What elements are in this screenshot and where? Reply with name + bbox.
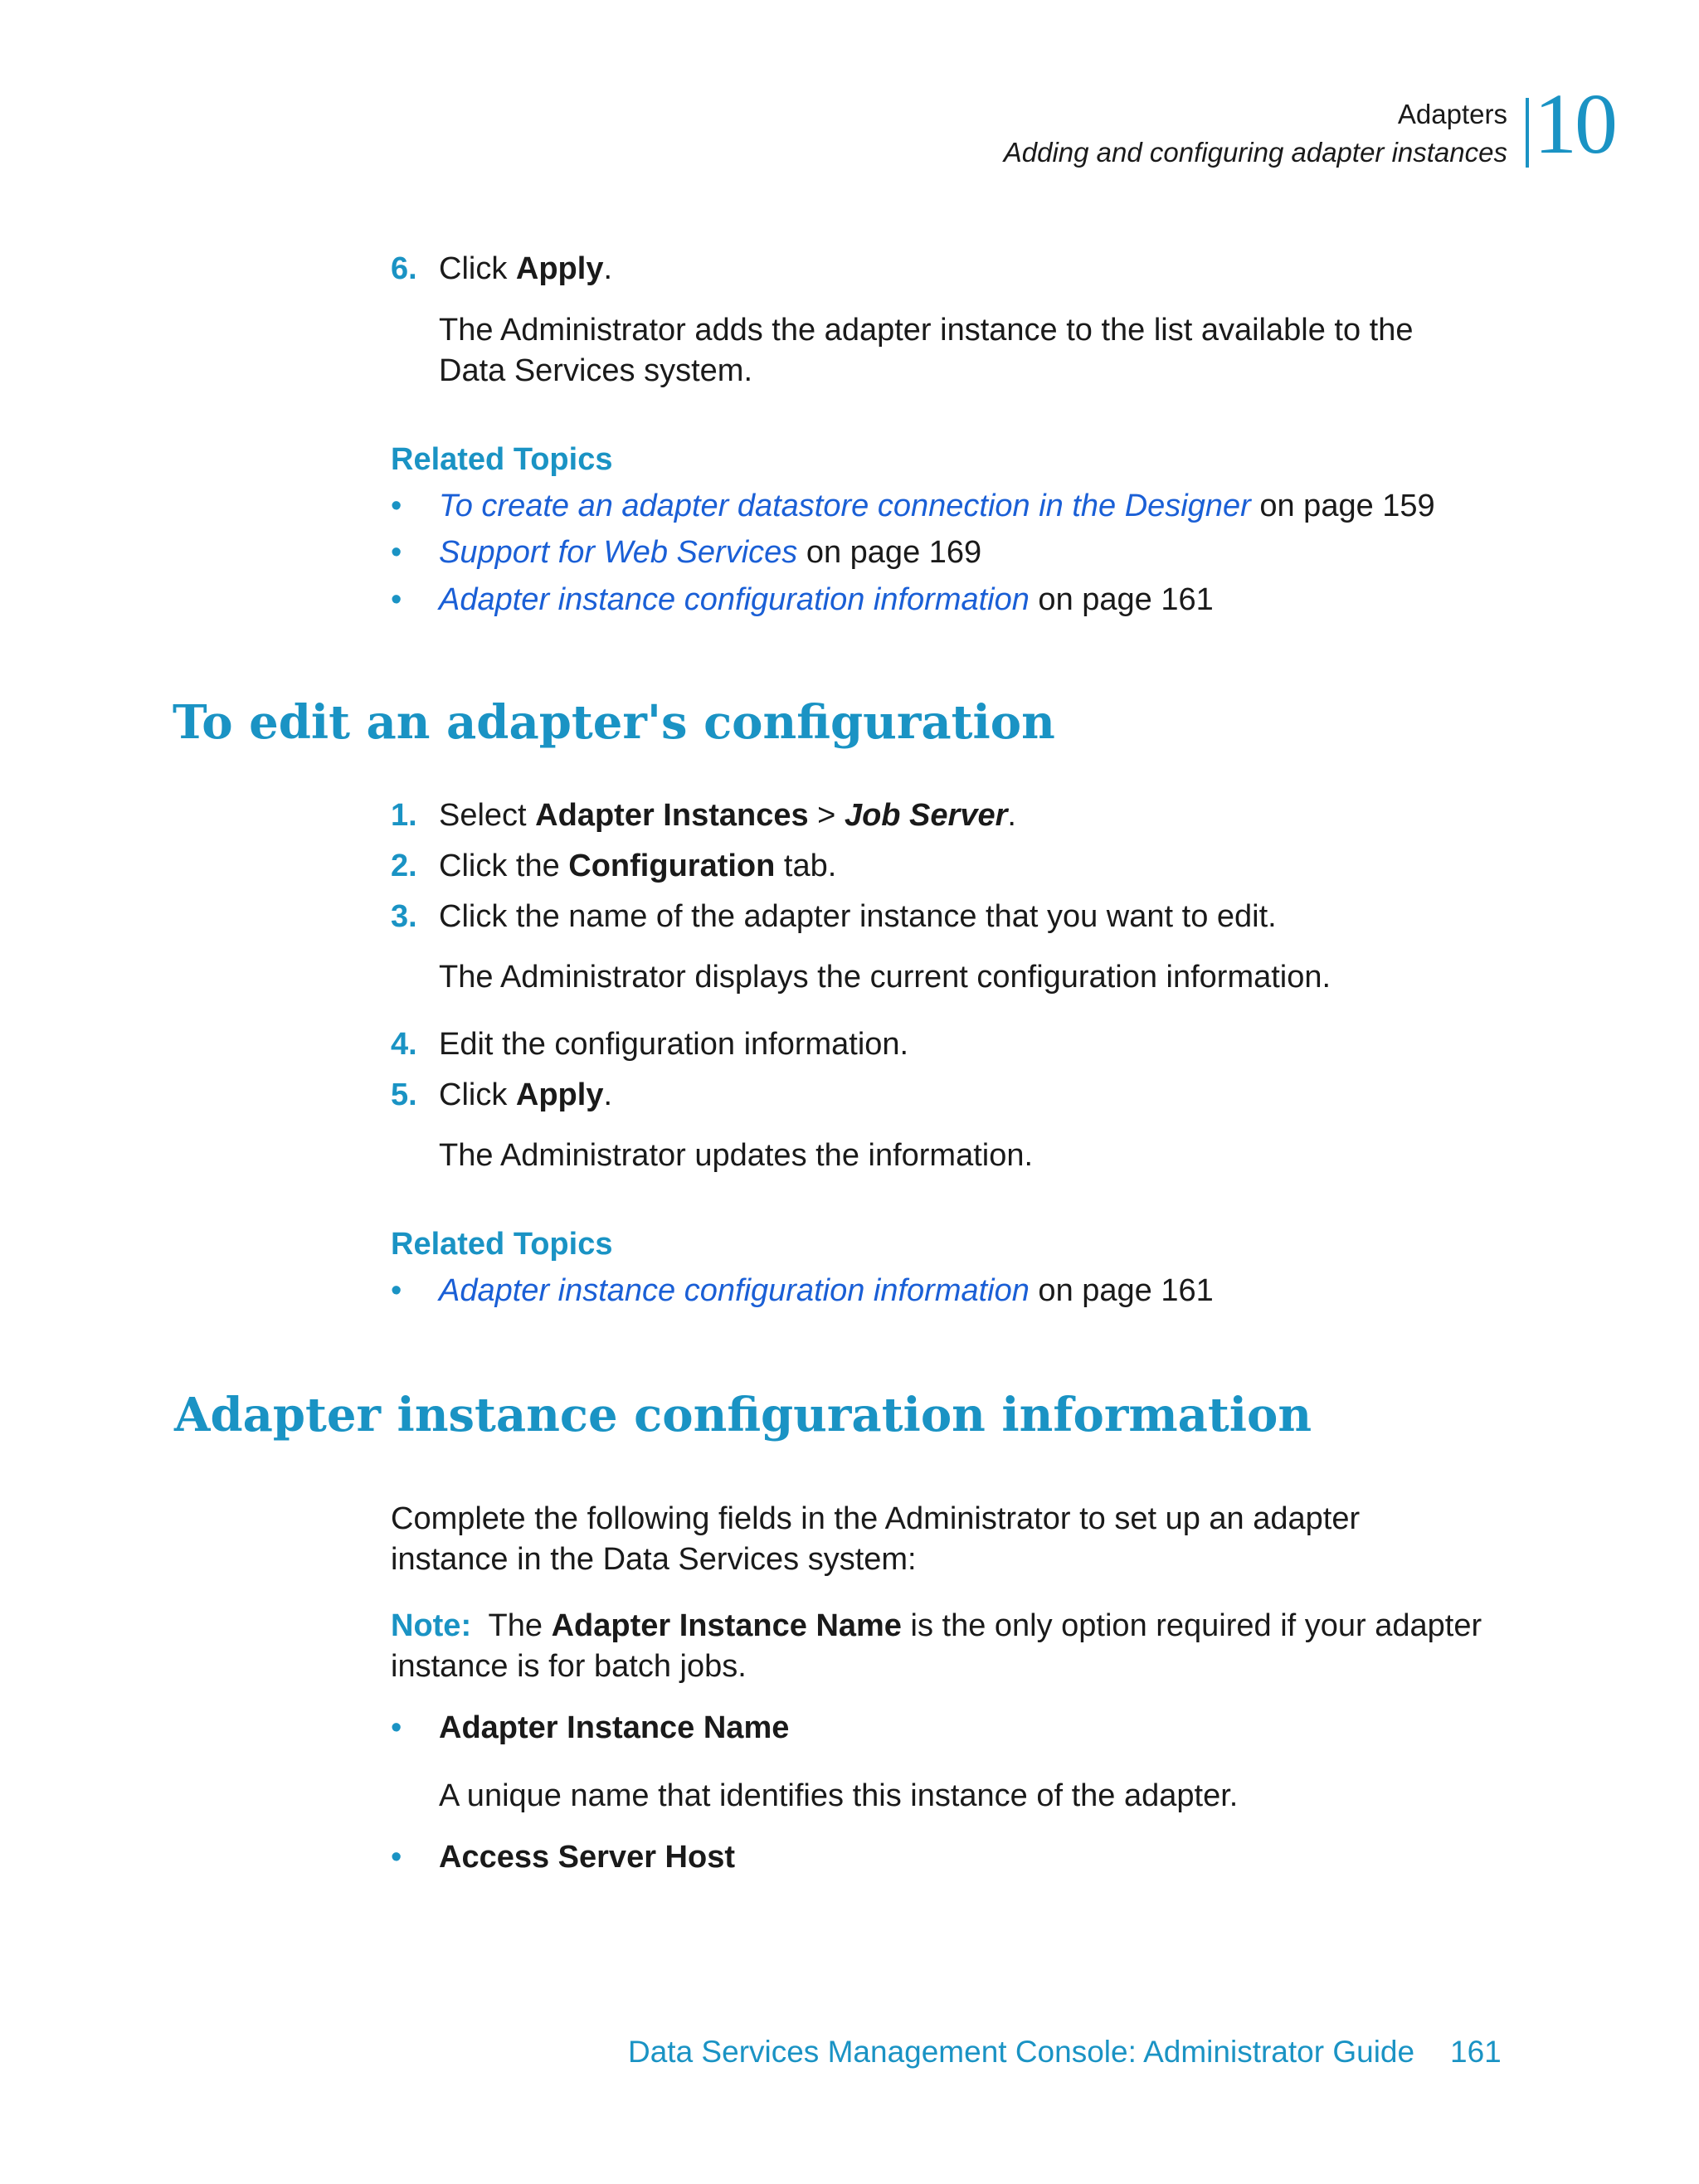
step-number: 4. [391,1027,417,1062]
page-number: 161 [1450,2035,1502,2069]
header-divider [1526,98,1529,168]
chapter-number: 10 [1534,76,1615,172]
step-text: Click the name of the adapter instance that you want to edit. [439,899,1277,934]
related-topics-heading: Related Topics [391,1227,613,1262]
header-section: Adapters [1397,99,1507,129]
bullet-icon: • [391,489,402,523]
paragraph: Complete the following fields in the Administrator to set up an adapter [391,1501,1361,1536]
step-text: Click the Configuration tab. [439,849,837,883]
step-description: The Administrator displays the current configuration information. [439,960,1331,995]
section-title: Adapter instance configuration information [174,1388,1312,1442]
note: instance is for batch jobs. [391,1649,747,1684]
bullet-icon: • [391,1710,402,1745]
paragraph: instance in the Data Services system: [391,1542,917,1577]
field-name: Adapter Instance Name [439,1710,790,1745]
list-item: Adapter instance configuration information on page 161 [439,1273,1214,1308]
step-description: The Administrator updates the information. [439,1138,1034,1173]
related-link[interactable]: Adapter instance configuration information [439,1273,1030,1308]
related-link[interactable]: To create an adapter datastore connection in the Designer [439,489,1251,523]
step-number: 5. [391,1077,417,1112]
related-link[interactable]: Adapter instance configuration information [439,582,1030,617]
section-title: To edit an adapter's configuration [173,695,1055,750]
list-item: To create an adapter datastore connection in the Designer on page 159 [439,489,1435,523]
note-label: Note: [391,1608,472,1643]
step-text: Click Apply. [439,1077,613,1112]
step-text: Edit the configuration information. [439,1027,909,1062]
step-number: 1. [391,798,417,833]
related-topics-heading: Related Topics [391,442,613,477]
step-description: The Administrator adds the adapter instance to the list available to the [439,313,1414,348]
footer-title: Data Services Management Console: Administrator Guide [628,2035,1415,2069]
step-number: 3. [391,899,417,934]
step-description: Data Services system. [439,353,752,388]
field-description: A unique name that identifies this instance of the adapter. [439,1778,1239,1813]
step-number: 2. [391,849,417,883]
bullet-icon: • [391,582,402,617]
field-name: Access Server Host [439,1840,735,1875]
list-item: Support for Web Services on page 169 [439,535,982,570]
step-text: Select Adapter Instances > Job Server. [439,798,1016,833]
header-subsection: Adding and configuring adapter instances [1003,137,1507,168]
step-number: 6. [391,251,417,286]
list-item: Adapter instance configuration information on page 161 [439,582,1214,617]
bullet-icon: • [391,1273,402,1308]
step-text: Click Apply. [439,251,613,286]
bullet-icon: • [391,1840,402,1875]
related-link[interactable]: Support for Web Services [439,535,798,570]
bullet-icon: • [391,535,402,570]
note: Note: The Adapter Instance Name is the only option required if your adapter [391,1608,1482,1643]
